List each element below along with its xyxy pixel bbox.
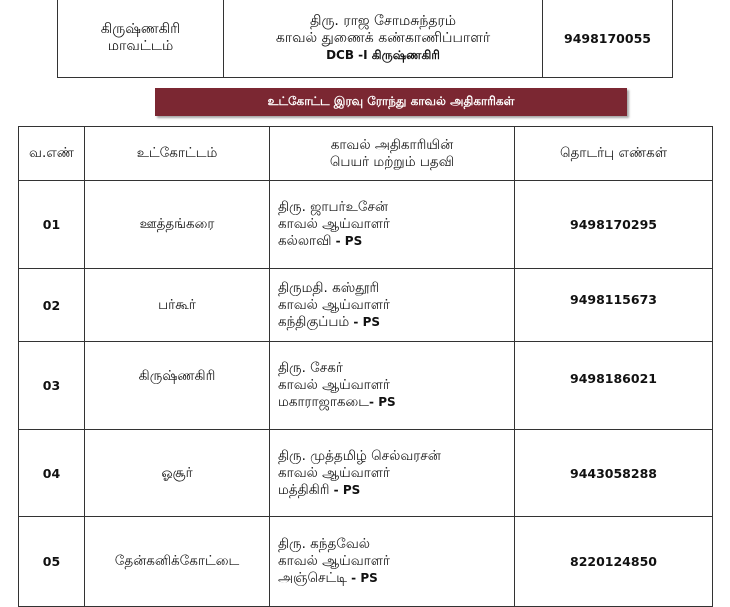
officer-title: காவல் ஆய்வாளர் <box>278 296 390 313</box>
officer-ps-suffix: - PS <box>331 234 363 248</box>
officer-station: மத்திகிரி <box>278 481 330 498</box>
district-label: மாவட்டம் <box>107 38 174 54</box>
table-row <box>19 430 713 517</box>
header-serial: வ.எண் <box>19 127 85 181</box>
table-header-row <box>19 127 713 181</box>
row-subdivision: கிருஷ்ணகிரி <box>85 342 270 430</box>
table-row <box>19 181 713 269</box>
section-banner: உட்கோட்ட இரவு ரோந்து காவல் அதிகாரிகள் <box>155 88 627 116</box>
officer-station-line <box>278 314 514 331</box>
officer-station-line <box>278 233 514 250</box>
row-subdivision: ஓசூர் <box>85 430 270 517</box>
header-officer-line1: காவல் அதிகாரியின் <box>330 136 454 153</box>
officer-name: திருமதி. கஸ்தூரி <box>278 279 380 296</box>
officer-ps-suffix: - PS <box>369 395 396 409</box>
row-phone: 9498115673 <box>515 269 713 342</box>
row-serial: 01 <box>19 181 85 269</box>
row-officer <box>270 269 515 342</box>
officer-title: காவல் ஆய்வாளர் <box>278 216 390 232</box>
district-cell <box>58 0 224 78</box>
patrol-officers-table <box>18 126 713 607</box>
table-row <box>19 342 713 430</box>
header-phone: தொடர்பு எண்கள் <box>515 127 713 181</box>
row-serial: 04 <box>19 430 85 517</box>
district-officer-unit: DCB -I கிருஷ்ணகிரி <box>326 47 440 62</box>
row-phone: 9443058288 <box>515 430 713 517</box>
district-officer-cell <box>224 0 543 78</box>
row-subdivision: தேன்கனிக்கோட்டை <box>85 517 270 607</box>
officer-ps-suffix: - PS <box>346 571 378 585</box>
officer-name: திரு. கந்தவேல் <box>278 536 370 552</box>
officer-name: திரு. ஜாபர்உசேன் <box>278 199 388 215</box>
district-officer-table <box>57 0 673 78</box>
district-phone: 9498170055 <box>543 0 673 78</box>
table-row <box>19 517 713 607</box>
officer-station-line <box>278 482 514 499</box>
officer-name: திரு. முத்தமிழ் செல்வரசன் <box>278 447 441 464</box>
officer-ps-suffix: - PS <box>349 314 381 329</box>
row-officer <box>270 181 515 269</box>
officer-title: காவல் ஆய்வாளர் <box>278 464 390 481</box>
row-subdivision: ஊத்தங்கரை <box>85 181 270 269</box>
row-serial: 02 <box>19 269 85 342</box>
officer-title: காவல் ஆய்வாளர் <box>278 553 390 569</box>
row-serial: 03 <box>19 342 85 430</box>
row-officer <box>270 517 515 607</box>
row-officer <box>270 430 515 517</box>
row-subdivision: பர்கூர் <box>85 269 270 342</box>
row-phone: 9498170295 <box>515 181 713 269</box>
officer-name: திரு. சேகர் <box>278 360 343 376</box>
header-officer <box>270 127 515 181</box>
officer-station-line <box>278 394 514 411</box>
table-row <box>19 269 713 342</box>
officer-station: அஞ்செட்டி <box>278 570 347 586</box>
officer-station: கல்லாவி <box>278 233 332 249</box>
officer-ps-suffix: - PS <box>329 482 361 497</box>
district-name: கிருஷ்ணகிரி <box>100 21 181 37</box>
officer-title: காவல் ஆய்வாளர் <box>278 377 390 393</box>
row-officer <box>270 342 515 430</box>
row-phone: 9498186021 <box>515 342 713 430</box>
officer-station: கந்திகுப்பம் <box>278 313 350 330</box>
header-subdivision: உட்கோட்டம் <box>85 127 270 181</box>
row-phone: 8220124850 <box>515 517 713 607</box>
officer-station-line <box>278 570 514 587</box>
district-row <box>58 0 673 78</box>
district-officer-name: திரு. ராஜ சோமசுந்தரம் <box>309 12 457 29</box>
officer-station: மகாராஜாகடை <box>278 394 370 410</box>
row-serial: 05 <box>19 517 85 607</box>
header-officer-line2: பெயர் மற்றும் பதவி <box>329 153 455 170</box>
district-officer-title: காவல் துணைக் கண்காணிப்பாளர் <box>275 29 491 46</box>
